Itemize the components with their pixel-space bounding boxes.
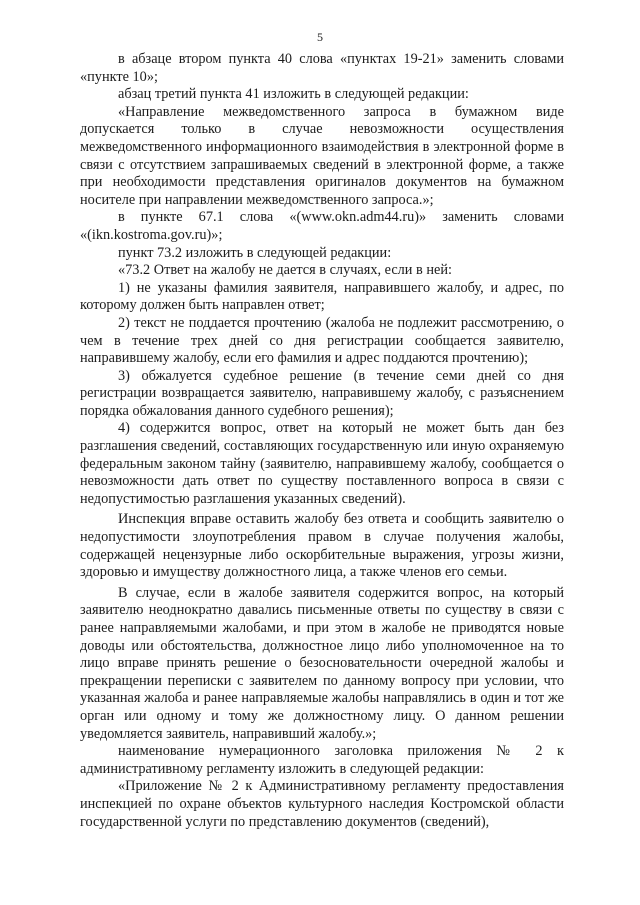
page-number: 5 bbox=[317, 30, 323, 44]
paragraph: «Направление межведомственного запроса в бумажном виде допускается только в случае невозможности осуществления межведомственного информационного взаимодействия в электронной форме в связи с отсутствием запрашиваемых сведений в электронной форме, а также при необходимости представления оригиналов документов на бумажном носителе при направлении межведомственного запроса.»; bbox=[80, 103, 564, 208]
paragraph: В случае, если в жалобе заявителя содержится вопрос, на который заявителю неоднократно давались письменные ответы по существу в связи с ранее направляемыми жалобами, и при этом в жалобе не приводятся новые доводы или обстоятельства, должностное лицо либо уполномоченное на то лицо вправе принять решение о безосновательности очередной жалобы и прекращении переписки с заявителем по данному вопросу при условии, что указанная жалоба и ранее направляемые жалобы направлялись в один и тот же орган или одному и тому же должностному лицу. О данном решении уведомляется заявитель, направивший жалобу.»; bbox=[80, 584, 564, 742]
document-body bbox=[80, 51, 564, 831]
paragraph: наименование нумерационного заголовка приложения № 2 к административному регламенту изложить в следующей редакции: bbox=[80, 743, 564, 777]
paragraph: «Приложение № 2 к Административному регламенту предоставления инспекцией по охране объектов культурного наследия Костромской области государственной услуги по представлению документов (сведений), bbox=[80, 778, 564, 830]
paragraph: 3) обжалуется судебное решение (в течение семи дней со дня регистрации возвращается заявителю, направившему жалобу, с разъяснением порядка обжалования данного судебного решения); bbox=[80, 367, 564, 419]
paragraph: Инспекция вправе оставить жалобу без ответа и сообщить заявителю о недопустимости злоупотребления правом в случае получения жалобы, содержащей нецензурные либо оскорбительные выражения, угрозы жизни, здоровью и имуществу должностного лица, а также членов его семьи. bbox=[80, 511, 564, 581]
paragraph: 2) текст не поддается прочтению (жалоба не подлежит рассмотрению, о чем в течение трех дней со дня регистрации сообщается заявителю, направившему жалобу, если его фамилия и адрес поддаются прочтению); bbox=[80, 314, 564, 367]
paragraph: 4) содержится вопрос, ответ на который не может быть дан без разглашения сведений, составляющих государственную или иную охраняемую федеральным законом тайну (заявителю, направившему жалобу, сообщается о невозможности дать ответ по существу поставленного вопроса в связи с недопустимостью разглашения указанных сведений). bbox=[80, 420, 564, 507]
paragraph: абзац третий пункта 41 изложить в следующей редакции: bbox=[118, 86, 469, 103]
paragraph: в абзаце втором пункта 40 слова «пунктах 19-21» заменить словами «пункте 10»; bbox=[80, 51, 564, 85]
paragraph: «73.2 Ответ на жалобу не дается в случаях, если в ней: bbox=[118, 262, 452, 279]
paragraph: в пункте 67.1 слова «(www.okn.adm44.ru)» заменить словами «(ikn.kostroma.gov.ru)»; bbox=[80, 209, 564, 243]
paragraph: пункт 73.2 изложить в следующей редакции: bbox=[118, 244, 392, 261]
paragraph: 1) не указаны фамилия заявителя, направившего жалобу, и адрес, по которому должен быть направлен ответ; bbox=[80, 279, 564, 314]
